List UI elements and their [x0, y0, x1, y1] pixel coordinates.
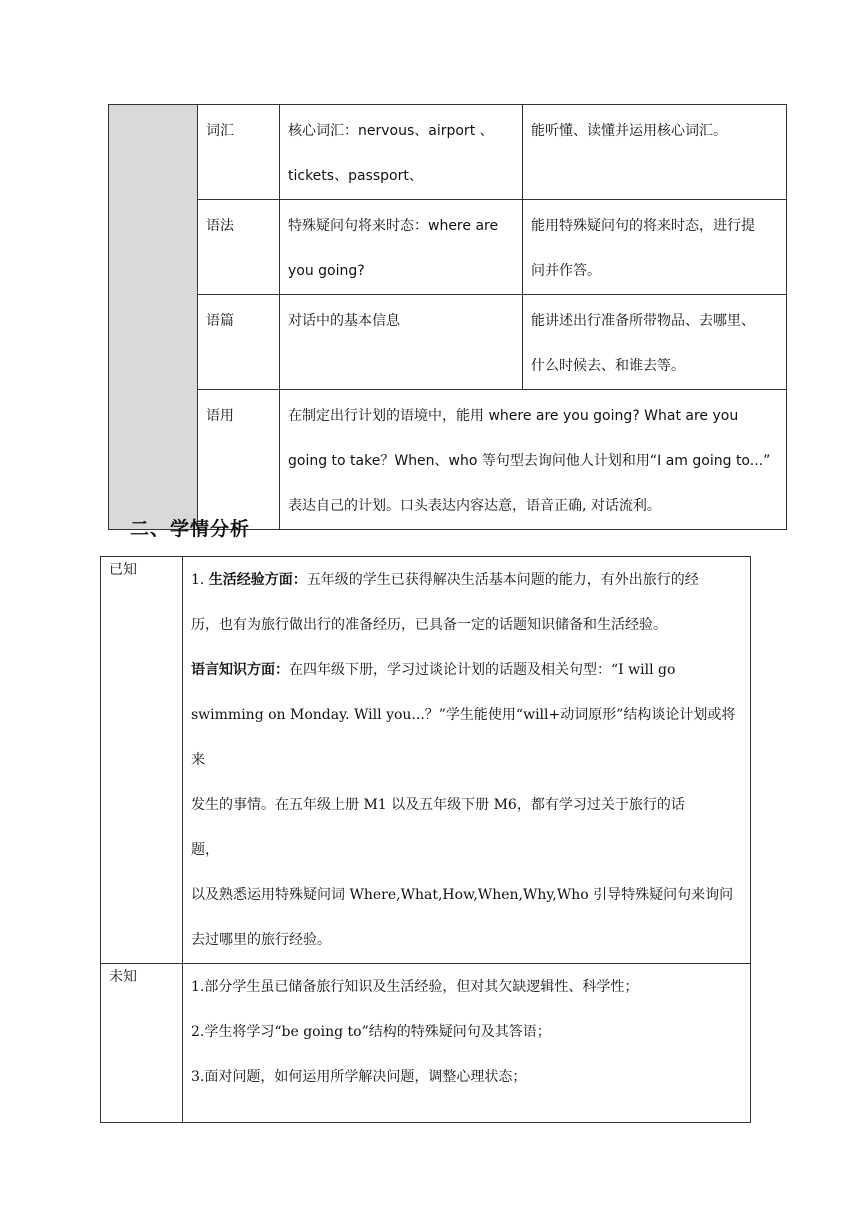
student-analysis-table: [100, 556, 751, 1123]
table-row: [101, 964, 751, 1123]
section-heading: 二、学情分析: [130, 518, 251, 540]
table-row: [109, 390, 787, 530]
row-goal: 能讲述出行准备所带物品、去哪里、 什么时候去、和谁去等。: [523, 295, 787, 390]
table-row: [109, 295, 787, 390]
unknown-label: 未知: [101, 964, 183, 1123]
row-content: 对话中的基本信息: [280, 295, 523, 390]
row-label: 语篇: [198, 295, 280, 390]
unknown-content: 1.部分学生虽已储备旅行知识及生活经验，但对其欠缺逻辑性、科学性； 2.学生将学习“be going to”结构的特殊疑问句及其答语； 3.面对问题，如何运用所学解决问题，调整心理状态；: [183, 964, 751, 1123]
row-label: 语法: [198, 200, 280, 295]
known-content: 1. 生活经验方面：五年级的学生已获得解决生活基本问题的能力，有外出旅行的经 历，也有为旅行做出行的准备经历，已具备一定的话题知识储备和生活经验。 语言知识方面：在四年级下册，学习过谈论计划的话题及相关句型：“I will go swimming on Monday. Will you...？”学生能使用“will+动词原形”结构谈论计划或将来 发生的事情。在五年级上册 M1 以及五年级下册 M6，都有学习过关于旅行的话 题， 以及熟悉运用特殊疑问词 Where,What,How,When,Why,Who 引导特殊疑问句来询问 去过哪里的旅行经验。: [183, 557, 751, 964]
row-label: 词汇: [198, 105, 280, 200]
language-goals-table: [108, 104, 787, 530]
row-goal: 能用特殊疑问句的将来时态，进行提 问并作答。: [523, 200, 787, 295]
row-content: 在制定出行计划的语境中，能用 where are you going? What are you going to take？When、who 等句型去询问他人计划和用“I am going to...” 表达自己的计划。口头表达内容达意，语音正确, 对话流利。: [280, 390, 787, 530]
row-content: 核心词汇：nervous、airport 、 tickets、passport、: [280, 105, 523, 200]
table-row: [109, 200, 787, 295]
row-label: 语用: [198, 390, 280, 530]
table-row: [101, 557, 751, 964]
row-content: 特殊疑问句将来时态：where are you going?: [280, 200, 523, 295]
table-row: [109, 105, 787, 200]
row-goal: 能听懂、读懂并运用核心词汇。: [523, 105, 787, 200]
known-label: 已知: [101, 557, 183, 964]
merged-category-cell: [109, 105, 198, 530]
